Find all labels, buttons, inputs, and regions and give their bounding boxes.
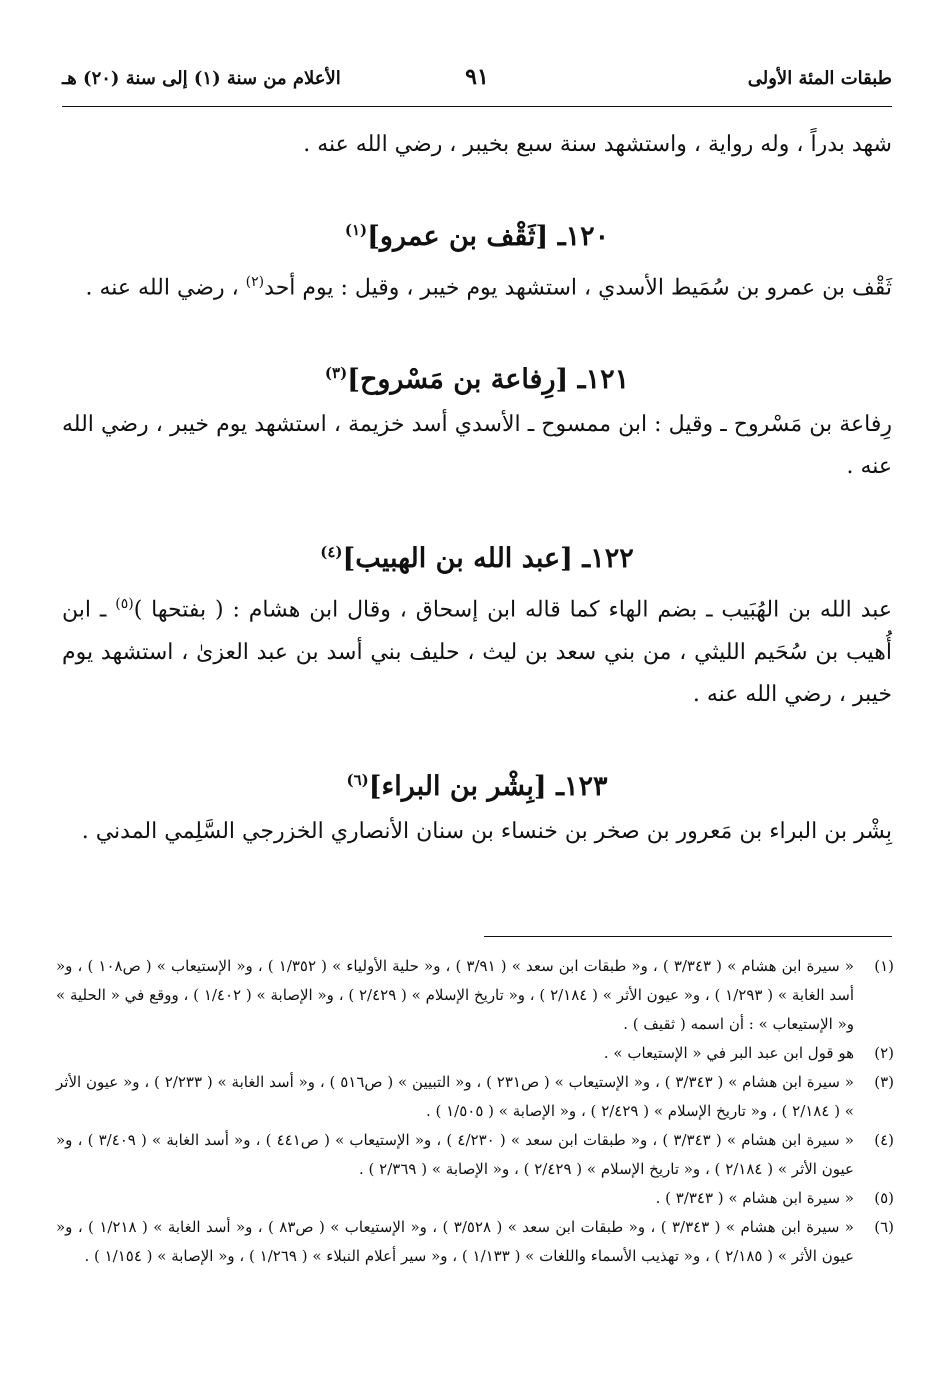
header-section-title: الأعلام من سنة (١) إلى سنة (٢٠) هـ [62, 68, 341, 89]
entry-text-part: ثَقْف بن عمرو بن سُمَيط الأسدي ، استشهد يوم خيبر ، وقيل : يوم أحد [264, 275, 892, 301]
footnote-number: (٦) [874, 1218, 894, 1236]
entry-text-part: ، رضي الله عنه . [85, 275, 246, 301]
entry-title-text: ١٢١ـ [رِفاعة بن مَسْروح] [347, 364, 630, 396]
footnote-item [56, 1126, 894, 1184]
entry-title-text: ١٢٠ـ [ثَقْف بن عمرو] [367, 221, 610, 252]
footnote-item [56, 952, 894, 1039]
footnote-ref: (١) [344, 221, 368, 239]
footnote-separator [484, 936, 892, 937]
entry-title-text: ١٢٣ـ [بِشْر بن البراء] [368, 770, 608, 802]
header-book-title: طبقات المئة الأولى [747, 68, 892, 89]
footnote-number: (٤) [874, 1131, 894, 1149]
footnote-text: « سيرة ابن هشام » ( ٣/٣٤٣ ) . [655, 1189, 854, 1207]
main-text [62, 124, 892, 853]
entry-text-123: بِشْر بن البراء بن مَعرور بن صخر بن خنساء بن سنان الأنصاري الخزرجي السَّلِمي المدني . [81, 818, 892, 844]
footnote-item [56, 1184, 894, 1213]
footnote-number: (٣) [874, 1073, 894, 1091]
footnote-number: (٥) [874, 1189, 894, 1207]
entry-text-121: رِفاعة بن مَسْروح ـ وقيل : ابن ممسوح ـ الأسدي أسد خزيمة ، استشهد يوم خيبر ، رضي الله عنه . [62, 412, 892, 480]
entry-title-text: ١٢٢ـ [عبد الله بن الهبيب] [342, 543, 634, 575]
entry-text-part: ـ ابن أُهيب بن سُحَيم الليثي ، من بني سعد بن ليث ، حليف بني أسد بن عبد العزىٰ ، استشهد يوم خيبر ، رضي الله عنه . [62, 597, 892, 707]
entry-text-part: عبد الله بن الهُبَيب ـ بضم الهاء كما قاله ابن إسحاق ، وقال ابن هشام : ( بفتحها ) [133, 597, 892, 623]
footnote-item [56, 1068, 894, 1126]
footnote-ref: (٤) [320, 543, 343, 562]
intro-paragraph: شهد بدراً ، وله رواية ، واستشهد سنة سبع بخيبر ، رضي الله عنه . [303, 132, 892, 157]
footnote-ref: (٥) [115, 596, 134, 613]
entry-title-123 [62, 756, 892, 811]
footnote-ref: (٣) [324, 364, 348, 383]
footnote-number: (١) [874, 957, 894, 975]
footnote-ref: (٦) [346, 770, 369, 789]
page-number: ٩١ [465, 64, 489, 90]
footnote-text: « سيرة ابن هشام » ( ٣/٣٤٣ ) ، و« طبقات ابن سعد » ( ٣/٥٢٨ ) ، و« الإستيعاب » ( ص٨٣ ) ، و« أسد الغابة » ( ١/٢١٨ ) ، و« عيون الأثر » ( ٢/١٨٥ ) ، و« تهذيب الأسماء واللغات » ( ١/١٣٣ ) ، و« سير أعلام النبلاء » ( ١/٢٦٩ ) ، و« الإصابة » ( ١/١٥٤ ) . [56, 1218, 854, 1265]
footnote-ref: (٢) [245, 274, 265, 290]
footnote-text: هو قول ابن عبد البر في « الإستيعاب » . [603, 1044, 854, 1062]
footnotes [56, 952, 894, 1271]
entry-title-122 [62, 528, 892, 583]
footnote-text: « سيرة ابن هشام » ( ٣/٣٤٣ ) ، و« طبقات ابن سعد » ( ٤/٢٣٠ ) ، و« الإستيعاب » ( ص٤٤١ ) ، و« أسد الغابة » ( ٣/٤٠٩ ) ، و« عيون الأثر » ( ٢/١٨٤ ) ، و« تاريخ الإسلام » ( ٢/٤٢٩ ) ، و« الإصابة » ( ٢/٣٦٩ ) . [56, 1131, 854, 1178]
running-header [62, 64, 892, 104]
entry-title-120 [62, 206, 892, 261]
footnote-item [56, 1039, 894, 1068]
entry-text-122 [62, 583, 892, 715]
entry-text-120 [62, 261, 892, 309]
footnote-text: « سيرة ابن هشام » ( ٣/٣٤٣ ) ، و« طبقات ابن سعد » ( ٣/٩١ ) ، و« حلية الأولياء » ( ١/٣٥٢ ) ، و« الإستيعاب » ( ص١٠٨ ) ، و« أسد الغابة » ( ١/٢٩٣ ) ، و« عيون الأثر » ( ٢/١٨٤ ) ، و« تاريخ الإسلام » ( ٢/٤٢٩ ) ، و« الإصابة » ( ١/٤٠٢ ) ، ووقع في « الحلية » و« الإستيعاب » : أن اسمه ( ثقيف ) . [56, 957, 854, 1033]
header-rule [62, 106, 892, 107]
footnote-number: (٢) [874, 1044, 894, 1062]
entry-title-121 [62, 349, 892, 404]
footnote-text: « سيرة ابن هشام » ( ٣/٣٤٣ ) ، و« الإستيعاب » ( ص٢٣١ ) ، و« التبيين » ( ص٥١٦ ) ، و« أسد الغابة » ( ٢/٢٣٣ ) ، و« عيون الأثر » ( ٢/١٨٤ ) ، و« تاريخ الإسلام » ( ٢/٤٢٩ ) ، و« الإصابة » ( ١/٥٠٥ ) . [56, 1073, 854, 1120]
footnote-item [56, 1213, 894, 1271]
